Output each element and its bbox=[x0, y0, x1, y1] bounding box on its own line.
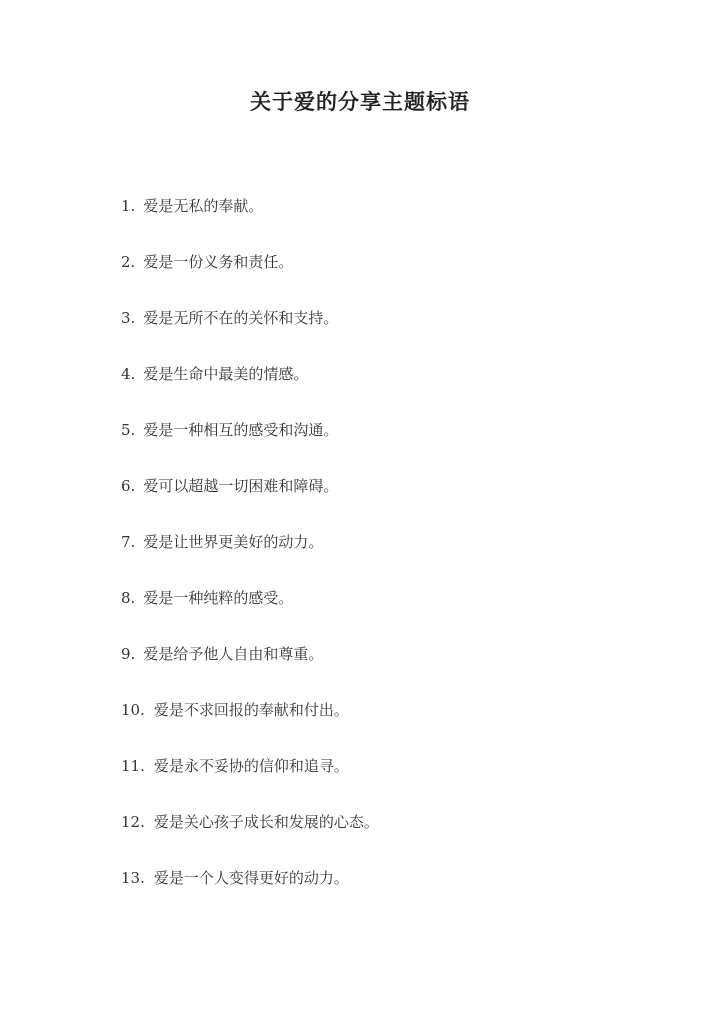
item-text: 爱可以超越一切困难和障碍。 bbox=[143, 477, 339, 495]
list-item bbox=[121, 530, 379, 586]
item-text: 爱是生命中最美的情感。 bbox=[143, 365, 309, 383]
item-number: 5. bbox=[121, 421, 136, 439]
item-text: 爱是一种相互的感受和沟通。 bbox=[143, 421, 339, 439]
item-text: 爱是一份义务和责任。 bbox=[143, 253, 294, 271]
list-item bbox=[121, 586, 379, 642]
item-text: 爱是无所不在的关怀和支持。 bbox=[143, 309, 339, 327]
item-number: 6. bbox=[121, 477, 136, 495]
list-item bbox=[121, 250, 379, 306]
item-text: 爱是一个人变得更好的动力。 bbox=[153, 869, 349, 887]
list-item bbox=[121, 418, 379, 474]
list-item bbox=[121, 754, 379, 810]
item-number: 3. bbox=[121, 309, 136, 327]
list-item bbox=[121, 474, 379, 530]
list-item bbox=[121, 362, 379, 418]
item-number: 7. bbox=[121, 533, 136, 551]
item-text: 爱是不求回报的奉献和付出。 bbox=[153, 701, 349, 719]
item-text: 爱是让世界更美好的动力。 bbox=[143, 533, 324, 551]
item-number: 10. bbox=[121, 701, 145, 719]
list-item bbox=[121, 306, 379, 362]
item-text: 爱是一种纯粹的感受。 bbox=[143, 589, 294, 607]
item-text: 爱是无私的奉献。 bbox=[143, 197, 264, 215]
list-item bbox=[121, 698, 379, 754]
item-number: 13. bbox=[121, 869, 145, 887]
item-number: 11. bbox=[121, 757, 145, 775]
item-text: 爱是给予他人自由和尊重。 bbox=[143, 645, 324, 663]
list-item bbox=[121, 642, 379, 698]
item-number: 12. bbox=[121, 813, 145, 831]
list-item bbox=[121, 194, 379, 250]
item-number: 4. bbox=[121, 365, 136, 383]
item-number: 1. bbox=[121, 197, 136, 215]
page-title: 关于爱的分享主题标语 bbox=[250, 89, 470, 114]
item-text: 爱是永不妥协的信仰和追寻。 bbox=[153, 757, 349, 775]
item-number: 9. bbox=[121, 645, 136, 663]
item-number: 8. bbox=[121, 589, 136, 607]
list-item bbox=[121, 866, 379, 922]
item-number: 2. bbox=[121, 253, 136, 271]
list-item bbox=[121, 810, 379, 866]
slogan-list bbox=[121, 194, 379, 922]
item-text: 爱是关心孩子成长和发展的心态。 bbox=[153, 813, 379, 831]
